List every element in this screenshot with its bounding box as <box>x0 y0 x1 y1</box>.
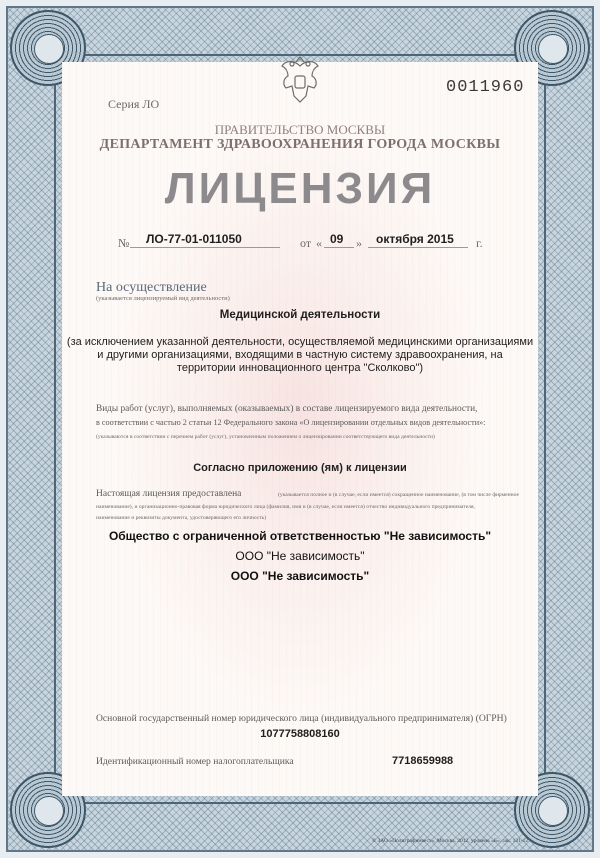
works-note: (указываются в соответствии с перечнем работ (услуг), установленным положением о лицензировании соответствующего вида деятельности) <box>96 434 435 440</box>
ogrn-label: Основной государственный номер юридического лица (индивидуального предпринимателя) (ОГРН) <box>96 713 507 724</box>
year-suffix: г. <box>476 236 483 250</box>
activity-heading-note: (указывается лицензируемый вид деятельности) <box>96 295 230 302</box>
month-underline <box>368 247 468 248</box>
works-line-1: Виды работ (услуг), выполняемых (оказываемых) в составе лицензируемого вида деятельности, <box>96 404 478 414</box>
department-name: ДЕПАРТАМЕНТ ЗДРАВООХРАНЕНИЯ ГОРОДА МОСКВЫ <box>99 137 501 152</box>
from-label: от <box>300 236 312 250</box>
licensee-intro-note: (указывается полное и (в случае, если имеется) сокращенное наименование, (в том числе фирменное <box>278 492 520 498</box>
government-name: ПРАВИТЕЛЬСТВО МОСКВЫ <box>214 122 386 137</box>
blank-number: 0011960 <box>446 78 525 97</box>
coat-of-arms-icon <box>272 56 328 106</box>
inn-label: Идентификационный номер налогоплательщика <box>96 756 294 767</box>
license-number-underline <box>130 247 280 248</box>
activity-type: Медицинской деятельности <box>219 309 381 321</box>
license-month-year: октября 2015 <box>376 232 454 246</box>
works-value: Согласно приложению (ям) к лицензии <box>193 462 407 474</box>
document-title: ЛИЦЕНЗИЯ <box>164 164 436 213</box>
license-number: ЛО-77-01-011050 <box>146 232 242 246</box>
licensee-full-name: Общество с ограниченной ответственностью "Не зависимость" <box>108 529 492 543</box>
activity-exclusion-line-1: (за исключением указанной деятельности, осуществляемой медицинскими организациями <box>66 336 534 348</box>
day-underline <box>324 247 354 248</box>
activity-exclusion-line-3: территории инновационного центра "Сколково") <box>176 362 424 374</box>
ogrn-value: 1077758808160 <box>260 728 340 740</box>
license-day: 09 <box>330 232 344 246</box>
licensee-short-name-2: ООО "Не зависимость" <box>230 569 370 583</box>
quote-close: » <box>356 236 362 250</box>
licensee-note-line-2: наименование и реквизиты документа, удостоверяющего его личность) <box>96 515 267 521</box>
printer-imprint: © ЗАО «Полиграфинвест», Москва, 2012, уровень «Б», зак. 131-12 <box>372 838 529 844</box>
quote-open: « <box>316 236 322 250</box>
licensee-intro: Настоящая лицензия предоставлена <box>96 489 242 499</box>
inn-value: 7718659988 <box>392 755 454 767</box>
works-line-2: в соответствии с частью 2 статьи 12 Федерального закона «О лицензировании отдельных видов деятельности»: <box>96 418 486 427</box>
series-label: Серия ЛО <box>108 97 160 111</box>
number-sign: № <box>118 236 130 250</box>
licensee-short-name-1: ООО "Не зависимость" <box>235 549 365 563</box>
licensee-note-line-1: наименование), и организационно-правовая форма юридического лица (фамилия, имя и (в случае, если имеется) отчество индивидуального предпринимателя, <box>96 504 475 510</box>
activity-heading: На осуществление <box>96 280 207 295</box>
activity-exclusion-line-2: и другими организациями, входящими в частную систему здравоохранения, на <box>97 349 503 361</box>
